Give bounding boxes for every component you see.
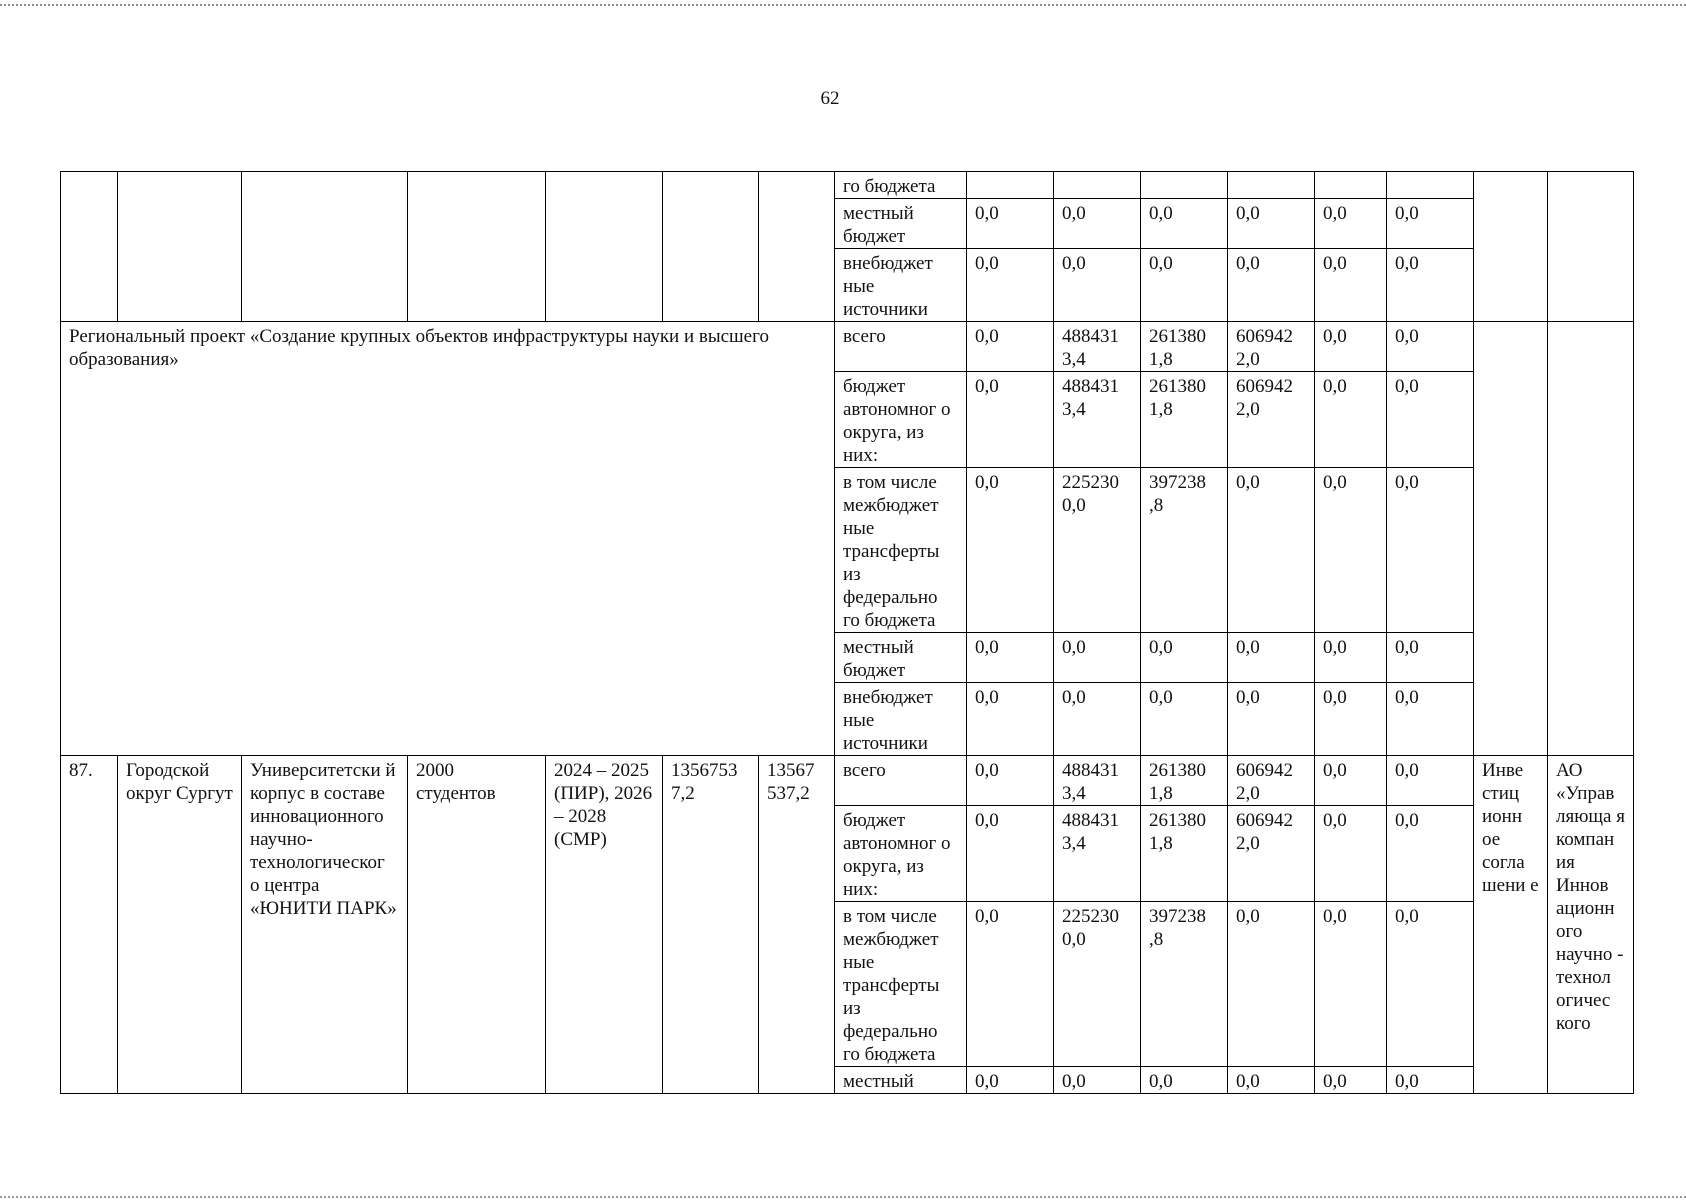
value-cell: 0,0 bbox=[1228, 249, 1315, 322]
value-cell: 397238 ,8 bbox=[1141, 902, 1228, 1067]
value-cell: 0,0 bbox=[1054, 1067, 1141, 1094]
budget-table bbox=[60, 171, 1634, 1094]
table-row bbox=[61, 172, 1634, 199]
source-cell: в том числе межбюджет ные трансферты из федерально го бюджета bbox=[835, 902, 967, 1067]
empty-cell-name bbox=[242, 172, 408, 322]
table-row bbox=[61, 756, 1634, 806]
object-cost-remaining: 13567 537,2 bbox=[759, 756, 835, 1094]
source-cell: внебюджет ные источники bbox=[835, 683, 967, 756]
value-cell: 397238 ,8 bbox=[1141, 468, 1228, 633]
value-cell bbox=[1315, 172, 1387, 199]
empty-cell-customer bbox=[1548, 322, 1634, 756]
value-cell: 0,0 bbox=[967, 372, 1054, 468]
value-cell: 0,0 bbox=[1315, 322, 1387, 372]
value-cell: 0,0 bbox=[1387, 249, 1474, 322]
object-mechanism: Инве стиц ионн ое согла шени е bbox=[1474, 756, 1548, 1094]
value-cell: 0,0 bbox=[1387, 372, 1474, 468]
value-cell: 0,0 bbox=[1315, 1067, 1387, 1094]
value-cell: 225230 0,0 bbox=[1054, 902, 1141, 1067]
value-cell: 0,0 bbox=[967, 322, 1054, 372]
object-municipality: Городской округ Сургут bbox=[118, 756, 242, 1094]
value-cell: 0,0 bbox=[1141, 1067, 1228, 1094]
value-cell: 0,0 bbox=[1054, 249, 1141, 322]
scan-edge-top bbox=[0, 4, 1686, 6]
value-cell: 0,0 bbox=[1228, 1067, 1315, 1094]
value-cell: 0,0 bbox=[1228, 633, 1315, 683]
value-cell: 0,0 bbox=[1054, 683, 1141, 756]
value-cell: 0,0 bbox=[967, 468, 1054, 633]
empty-cell-period bbox=[546, 172, 663, 322]
empty-cell-mechanism bbox=[1474, 322, 1548, 756]
object-name: Университетски й корпус в составе инновационного научно- технологическог о центра «ЮНИТИ ПАРК» bbox=[242, 756, 408, 1094]
value-cell: 261380 1,8 bbox=[1141, 372, 1228, 468]
value-cell: 0,0 bbox=[1228, 683, 1315, 756]
value-cell bbox=[967, 172, 1054, 199]
empty-cell-cost-total bbox=[663, 172, 759, 322]
source-cell: го бюджета bbox=[835, 172, 967, 199]
empty-cell-municipality bbox=[118, 172, 242, 322]
object-number: 87. bbox=[61, 756, 118, 1094]
value-cell: 0,0 bbox=[1315, 468, 1387, 633]
value-cell bbox=[1387, 172, 1474, 199]
value-cell: 488431 3,4 bbox=[1054, 806, 1141, 902]
value-cell: 261380 1,8 bbox=[1141, 806, 1228, 902]
value-cell: 0,0 bbox=[1141, 199, 1228, 249]
empty-cell-cost-remaining bbox=[759, 172, 835, 322]
value-cell: 0,0 bbox=[1387, 633, 1474, 683]
empty-cell-customer bbox=[1548, 172, 1634, 322]
value-cell: 0,0 bbox=[1387, 806, 1474, 902]
value-cell: 606942 2,0 bbox=[1228, 756, 1315, 806]
value-cell: 0,0 bbox=[1315, 756, 1387, 806]
value-cell: 261380 1,8 bbox=[1141, 756, 1228, 806]
source-cell: бюджет автономног о округа, из них: bbox=[835, 806, 967, 902]
scan-edge-bottom bbox=[0, 1196, 1686, 1198]
value-cell: 0,0 bbox=[967, 633, 1054, 683]
value-cell: 606942 2,0 bbox=[1228, 372, 1315, 468]
value-cell: 488431 3,4 bbox=[1054, 322, 1141, 372]
source-cell: внебюджет ные источники bbox=[835, 249, 967, 322]
value-cell: 0,0 bbox=[1387, 683, 1474, 756]
value-cell: 606942 2,0 bbox=[1228, 322, 1315, 372]
value-cell: 0,0 bbox=[1387, 322, 1474, 372]
value-cell: 0,0 bbox=[1228, 468, 1315, 633]
object-customer: АО «Управ ляюща я компан ия Иннов ационн ого научно - технол огичес кого bbox=[1548, 756, 1634, 1094]
value-cell: 0,0 bbox=[1315, 199, 1387, 249]
value-cell: 0,0 bbox=[967, 249, 1054, 322]
source-cell: всего bbox=[835, 322, 967, 372]
empty-cell-number bbox=[61, 172, 118, 322]
value-cell: 0,0 bbox=[1315, 249, 1387, 322]
value-cell: 0,0 bbox=[1228, 199, 1315, 249]
value-cell: 225230 0,0 bbox=[1054, 468, 1141, 633]
value-cell: 0,0 bbox=[967, 199, 1054, 249]
empty-cell-capacity bbox=[408, 172, 546, 322]
source-cell: местный bbox=[835, 1067, 967, 1094]
value-cell: 0,0 bbox=[1315, 633, 1387, 683]
value-cell: 0,0 bbox=[967, 902, 1054, 1067]
source-cell: местный бюджет bbox=[835, 199, 967, 249]
value-cell: 0,0 bbox=[1387, 199, 1474, 249]
page-number: 62 bbox=[820, 88, 840, 109]
value-cell: 0,0 bbox=[1228, 902, 1315, 1067]
value-cell: 0,0 bbox=[1315, 902, 1387, 1067]
value-cell: 0,0 bbox=[967, 1067, 1054, 1094]
value-cell: 0,0 bbox=[1054, 633, 1141, 683]
value-cell: 0,0 bbox=[1387, 902, 1474, 1067]
value-cell bbox=[1228, 172, 1315, 199]
regional-project-title: Региональный проект «Создание крупных объектов инфраструктуры науки и высшего образования» bbox=[61, 322, 835, 756]
value-cell: 606942 2,0 bbox=[1228, 806, 1315, 902]
object-cost-total: 1356753 7,2 bbox=[663, 756, 759, 1094]
source-cell: в том числе межбюджет ные трансферты из федерально го бюджета bbox=[835, 468, 967, 633]
value-cell: 0,0 bbox=[1141, 633, 1228, 683]
object-capacity: 2000 студентов bbox=[408, 756, 546, 1094]
value-cell: 488431 3,4 bbox=[1054, 756, 1141, 806]
object-period: 2024 – 2025 (ПИР), 2026 – 2028 (СМР) bbox=[546, 756, 663, 1094]
value-cell: 0,0 bbox=[1141, 249, 1228, 322]
value-cell: 488431 3,4 bbox=[1054, 372, 1141, 468]
value-cell: 0,0 bbox=[1387, 468, 1474, 633]
value-cell bbox=[1054, 172, 1141, 199]
value-cell: 261380 1,8 bbox=[1141, 322, 1228, 372]
source-cell: бюджет автономног о округа, из них: bbox=[835, 372, 967, 468]
value-cell: 0,0 bbox=[1141, 683, 1228, 756]
table-row bbox=[61, 322, 1634, 372]
value-cell: 0,0 bbox=[1315, 683, 1387, 756]
value-cell: 0,0 bbox=[1054, 199, 1141, 249]
source-cell: местный бюджет bbox=[835, 633, 967, 683]
value-cell: 0,0 bbox=[1387, 756, 1474, 806]
empty-cell-mechanism bbox=[1474, 172, 1548, 322]
value-cell bbox=[1141, 172, 1228, 199]
value-cell: 0,0 bbox=[967, 683, 1054, 756]
source-cell: всего bbox=[835, 756, 967, 806]
value-cell: 0,0 bbox=[1315, 806, 1387, 902]
value-cell: 0,0 bbox=[967, 756, 1054, 806]
value-cell: 0,0 bbox=[1315, 372, 1387, 468]
value-cell: 0,0 bbox=[1387, 1067, 1474, 1094]
value-cell: 0,0 bbox=[967, 806, 1054, 902]
